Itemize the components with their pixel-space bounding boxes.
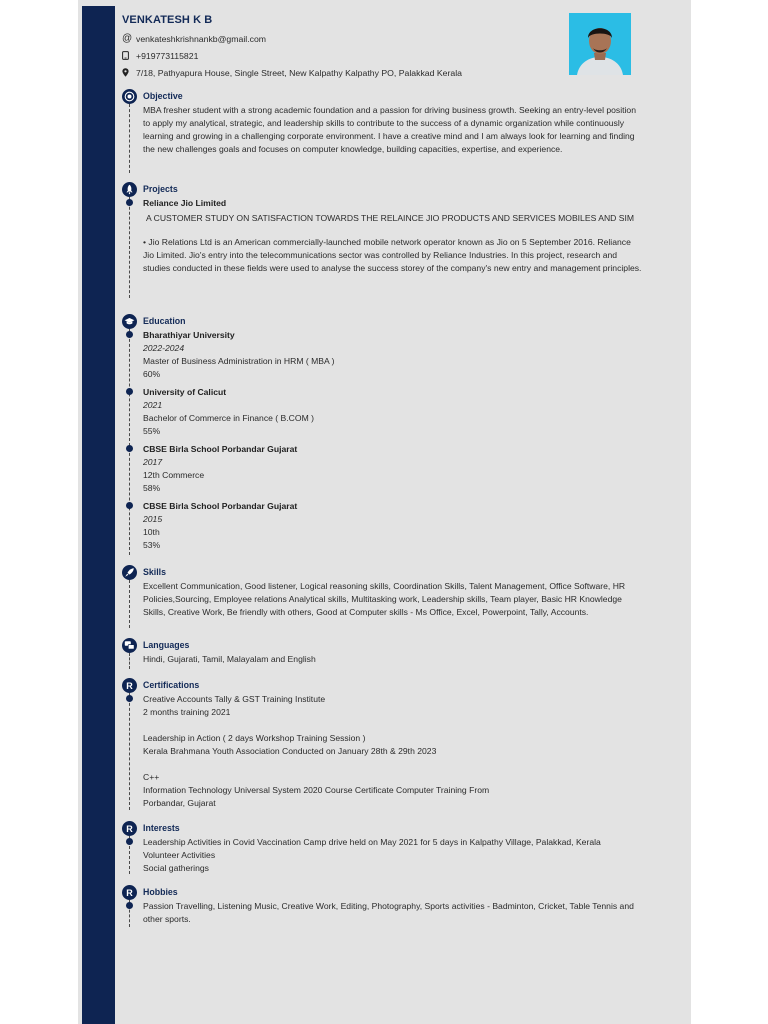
education-entry <box>143 329 642 381</box>
education-entry <box>143 443 642 495</box>
interests-section <box>122 821 642 876</box>
hobbies-section <box>122 885 642 929</box>
certification-line: Porbandar, Gujarat <box>143 798 216 808</box>
certification-entry <box>143 693 642 719</box>
education-years: 2015 <box>143 514 163 524</box>
education-institution: CBSE Birla School Porbandar Gujarat <box>143 501 298 511</box>
certifications-section <box>122 678 642 812</box>
interest-item: Volunteer Activities <box>143 850 216 860</box>
languages-text: Hindi, Gujarati, Tamil, Malayalam and English <box>143 654 316 664</box>
email-row <box>122 30 642 47</box>
hobbies-title: Hobbies <box>143 887 178 897</box>
project-entry <box>143 197 642 275</box>
education-entry <box>143 500 642 552</box>
rocket-icon <box>122 182 137 197</box>
certification-line: 2 months training 2021 <box>143 707 231 717</box>
certificate-icon: R <box>122 678 137 693</box>
certification-line: Leadership in Action ( 2 days Workshop Training Session ) <box>143 733 366 743</box>
education-degree: Bachelor of Commerce in Finance ( B.COM ) <box>143 413 314 423</box>
timeline-dot <box>126 388 133 395</box>
projects-section <box>122 182 642 300</box>
address-text: 7/18, Pathyapura House, Single Street, New Kalpathy Kalpathy PO, Palakkad Kerala <box>136 67 462 78</box>
resume-sidebar-stripe <box>82 6 115 1024</box>
resume-content <box>122 14 642 929</box>
timeline-dot <box>126 199 133 206</box>
projects-title: Projects <box>143 184 178 194</box>
interests-entry <box>143 836 642 875</box>
phone-row <box>122 47 642 64</box>
email-text[interactable]: venkateshkrishnankb@gmail.com <box>136 33 267 44</box>
target-icon <box>122 89 137 104</box>
timeline-line <box>129 580 130 628</box>
timeline-dot <box>126 902 133 909</box>
skills-title: Skills <box>143 567 166 577</box>
candidate-name: VENKATESH K B <box>122 14 213 26</box>
rocket-icon <box>122 565 137 580</box>
certification-line: Information Technology Universal System 2020 Course Certificate Computer Training From <box>143 785 490 795</box>
timeline-line <box>129 329 130 555</box>
education-years: 2017 <box>143 457 163 467</box>
interests-title: Interests <box>143 823 180 833</box>
education-institution: University of Calicut <box>143 387 227 397</box>
objective-title: Objective <box>143 91 183 101</box>
skills-text: Excellent Communication, Good listener, Logical reasoning skills, Coordination Skills, Talent Management, Office Software, HR Policies,Sourcing, Employee relations Analytical skills, Multitasking work, Leadership skills, Team player, Basic HR Knowledge Skills, Creative Work, Be friendly with others, Good at Computer skills - Ms Office, Excel, Powerpoint, Tally, Accounts. <box>143 581 626 617</box>
skills-section <box>122 565 642 630</box>
education-degree: Master of Business Administration in HRM ( MBA ) <box>143 356 335 366</box>
certification-entry <box>143 732 642 758</box>
address-row <box>122 64 642 81</box>
certifications-title: Certifications <box>143 680 200 690</box>
hobbies-text: Passion Travelling, Listening Music, Creative Work, Editing, Photography, Sports activities - Badminton, Cricket, Table Tennis and other sports. <box>143 901 634 924</box>
certification-line: C++ <box>143 772 160 782</box>
language-icon <box>122 638 137 653</box>
education-years: 2022-2024 <box>143 343 185 353</box>
education-institution: Bharathiyar University <box>143 330 235 340</box>
education-score: 58% <box>143 483 161 493</box>
timeline-dot <box>126 502 133 509</box>
languages-section <box>122 638 642 671</box>
languages-title: Languages <box>143 640 190 650</box>
education-entry <box>143 386 642 438</box>
interests-icon: R <box>122 821 137 836</box>
education-degree: 12th Commerce <box>143 470 205 480</box>
timeline-dot <box>126 695 133 702</box>
location-pin-icon <box>122 68 136 77</box>
objective-section <box>122 89 642 175</box>
education-institution: CBSE Birla School Porbandar Gujarat <box>143 444 298 454</box>
education-section <box>122 314 642 557</box>
timeline-dot <box>126 445 133 452</box>
education-title: Education <box>143 316 186 326</box>
certification-line: Kerala Brahmana Youth Association Conducted on January 28th & 29th 2023 <box>143 746 437 756</box>
timeline-line <box>129 653 130 669</box>
at-sign-icon: @ <box>122 33 133 44</box>
interest-item: Social gatherings <box>143 863 209 873</box>
timeline-line <box>129 693 130 810</box>
education-score: 55% <box>143 426 161 436</box>
timeline-dot <box>126 331 133 338</box>
project-title: A CUSTOMER STUDY ON SATISFACTION TOWARDS THE RELAINCE JIO PRODUCTS AND SERVICES MOBILES AND SIM <box>146 213 635 223</box>
certification-line: Creative Accounts Tally & GST Training Institute <box>143 694 326 704</box>
phone-text[interactable]: +919773115821 <box>136 50 199 61</box>
education-years: 2021 <box>143 400 163 410</box>
timeline-line <box>129 104 130 173</box>
certification-entry <box>143 771 642 810</box>
graduation-cap-icon <box>122 314 137 329</box>
education-score: 60% <box>143 369 161 379</box>
interest-item: Leadership Activities in Covid Vaccination Camp drive held on May 2021 for 5 days in Kalpathy Village, Palakkad, Kerala <box>143 837 601 847</box>
mobile-phone-icon <box>122 51 136 60</box>
timeline-line <box>129 197 130 298</box>
timeline-dot <box>126 838 133 845</box>
hobbies-icon: R <box>122 885 137 900</box>
project-company: Reliance Jio Limited <box>143 198 227 208</box>
education-degree: 10th <box>143 527 160 537</box>
hobbies-entry <box>143 900 642 926</box>
education-score: 53% <box>143 540 161 550</box>
project-description: • Jio Relations Ltd is an American commercially-launched mobile network operator known as Jio on 5 September 2016. Reliance Jio Limited. Jio's entry into the telecommunications sector was controlled by Reliance Industries. In this project, research and studies conducted in these fields were used to analyse the success storey of the company's new entry and management principles. <box>143 237 642 273</box>
objective-text: MBA fresher student with a strong academic foundation and a passion for driving business growth. Seeking an entry-level position to apply my analytical, strategic, and leadership skills to contribute to the success of a dynamic organization while continuously learning and growing in a challenging corporate environment. I have a creative mind and I am always look for learning and finding the new challenges goals and focuses on computer knowledge, building capacities, expertise, and experience. <box>143 105 636 154</box>
